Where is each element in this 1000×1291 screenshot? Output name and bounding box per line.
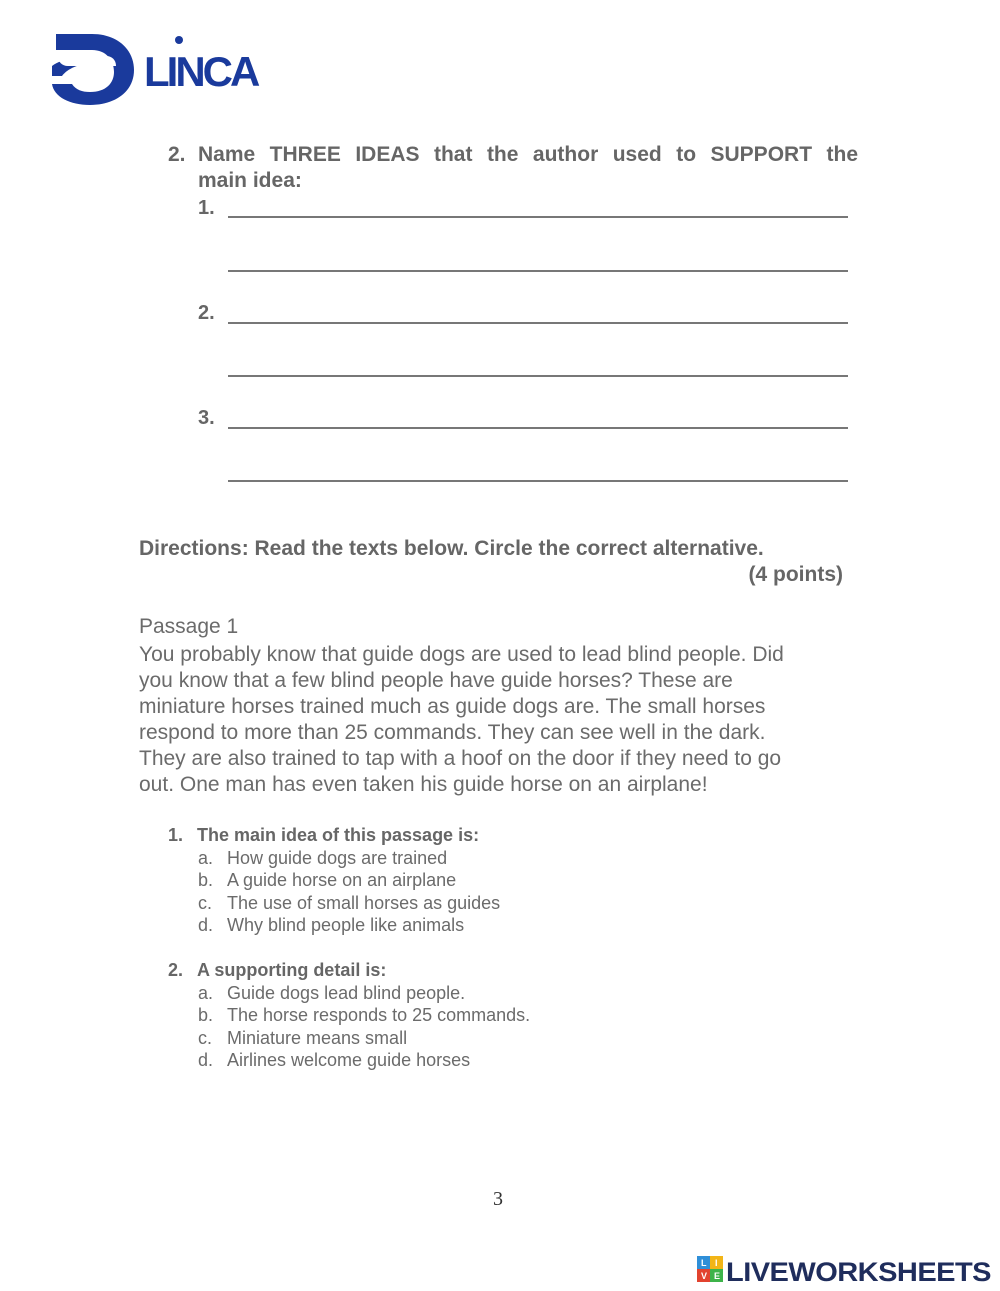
- svg-text:L: L: [701, 1258, 707, 1268]
- question-number: 2.: [168, 143, 186, 166]
- ornament-icon: [175, 36, 183, 44]
- answer-line-3b[interactable]: [228, 480, 848, 482]
- blank-number-1: 1.: [198, 197, 215, 219]
- page-number: 3: [493, 1188, 503, 1210]
- svg-text:E: E: [714, 1271, 721, 1281]
- option-text: How guide dogs are trained: [227, 848, 448, 868]
- svg-text:V: V: [701, 1271, 708, 1281]
- option-text: The use of small horses as guides: [227, 893, 501, 913]
- option-text: Airlines welcome guide horses: [227, 1050, 471, 1070]
- answer-line-1b[interactable]: [228, 270, 848, 272]
- svg-text:I: I: [715, 1258, 718, 1268]
- option-letter: a.: [198, 983, 214, 1003]
- liveworksheets-logo: [697, 1255, 993, 1285]
- answer-line-3a[interactable]: [228, 427, 848, 429]
- svg-text:LINCA: LINCA: [144, 48, 258, 95]
- option-text: The horse responds to 25 commands.: [227, 1005, 531, 1025]
- option-letter: c.: [198, 893, 213, 913]
- option-text: Miniature means small: [227, 1028, 408, 1048]
- option-text: Why blind people like animals: [227, 915, 465, 935]
- passage-line: They are also trained to tap with a hoof on the door if they need to go: [139, 747, 782, 770]
- directions-text: Directions: Read the texts below. Circle the correct alternative.: [139, 537, 764, 560]
- passage-body: [139, 642, 859, 798]
- option-letter: d.: [198, 915, 214, 935]
- answer-line-2b[interactable]: [228, 375, 848, 377]
- answer-line-2a[interactable]: [228, 322, 848, 324]
- answer-line-1a[interactable]: [228, 216, 848, 218]
- option-letter: a.: [198, 848, 214, 868]
- mc-question-number: 2.: [168, 960, 184, 980]
- question-text-line-1: Name THREE IDEAS that the author used to SUPPORT the: [198, 143, 858, 166]
- option-letter: d.: [198, 1050, 214, 1070]
- linca-logo: [48, 28, 288, 108]
- mc-question-text: A supporting detail is:: [197, 960, 387, 980]
- option-letter: b.: [198, 1005, 214, 1025]
- option-letter: b.: [198, 870, 214, 890]
- passage-line: out. One man has even taken his guide horse on an airplane!: [139, 773, 708, 796]
- points-label: (4 points): [748, 563, 843, 586]
- option-letter: c.: [198, 1028, 213, 1048]
- passage-line: You probably know that guide dogs are used to lead blind people. Did: [139, 643, 784, 666]
- passage-title: Passage 1: [139, 615, 239, 638]
- option-text: A guide horse on an airplane: [227, 870, 457, 890]
- mc-question-text: The main idea of this passage is:: [197, 825, 480, 845]
- svg-text:LIVEWORKSHEETS: LIVEWORKSHEETS: [726, 1257, 991, 1285]
- passage-line: respond to more than 25 commands. They can see well in the dark.: [139, 721, 766, 744]
- blank-number-2: 2.: [198, 302, 215, 324]
- mc-question-number: 1.: [168, 825, 184, 845]
- passage-line: you know that a few blind people have guide horses? These are: [139, 669, 733, 692]
- question-text-line-2: main idea:: [198, 169, 302, 192]
- option-text: Guide dogs lead blind people.: [227, 983, 466, 1003]
- passage-line: miniature horses trained much as guide dogs are. The small horses: [139, 695, 766, 718]
- blank-number-3: 3.: [198, 407, 215, 429]
